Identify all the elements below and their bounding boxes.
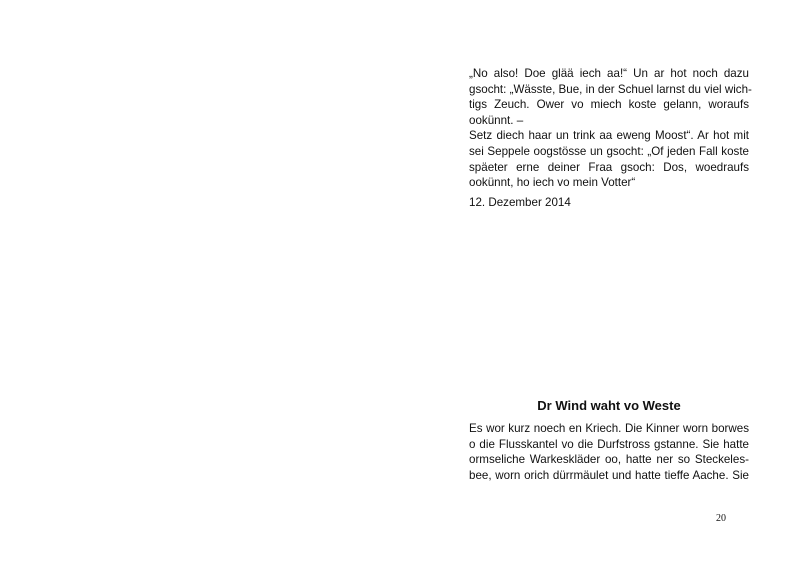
story-paragraph: [469, 421, 749, 483]
text-line: „No also! Doe glää iech aa!“ Un ar hot noch dazu: [469, 67, 749, 80]
text-line: späeter erne deiner Fraa gsoch: Dos, woedraufs: [469, 160, 749, 174]
text-line: sei Seppele oogstösse un gsocht: „Of jeden Fall koste: [469, 144, 749, 158]
dialogue-paragraph: [469, 66, 752, 191]
story-title: Dr Wind waht vo Weste: [537, 398, 681, 413]
text-line: ookünnt. –: [469, 113, 524, 127]
text-line: ookünnt, ho iech vo mein Votter“: [469, 176, 636, 190]
text-line: gsocht: „Wässte, Bue, in der Schuel larnst du viel wich-: [469, 82, 752, 96]
page-number: 20: [716, 513, 726, 524]
text-line: Setz diech haar un trink aa eweng Moost“. Ar hot mit: [469, 129, 749, 143]
date-line: 12. Dezember 2014: [469, 196, 571, 209]
text-line: Es wor kurz noech en Kriech. Die Kinner worn borwes: [469, 422, 749, 435]
text-line: ormseliche Warkeskläder oo, hatte ner so Steckeles-: [469, 453, 749, 467]
text-line: tigs Zeuch. Ower vo miech koste gelann, woraufs: [469, 98, 749, 112]
text-line: o die Flusskantel vo die Durfstross gstanne. Sie hatte: [469, 437, 749, 451]
text-line: bee, worn orich dürrmäulet und hatte tieffe Aache. Sie: [469, 468, 749, 482]
